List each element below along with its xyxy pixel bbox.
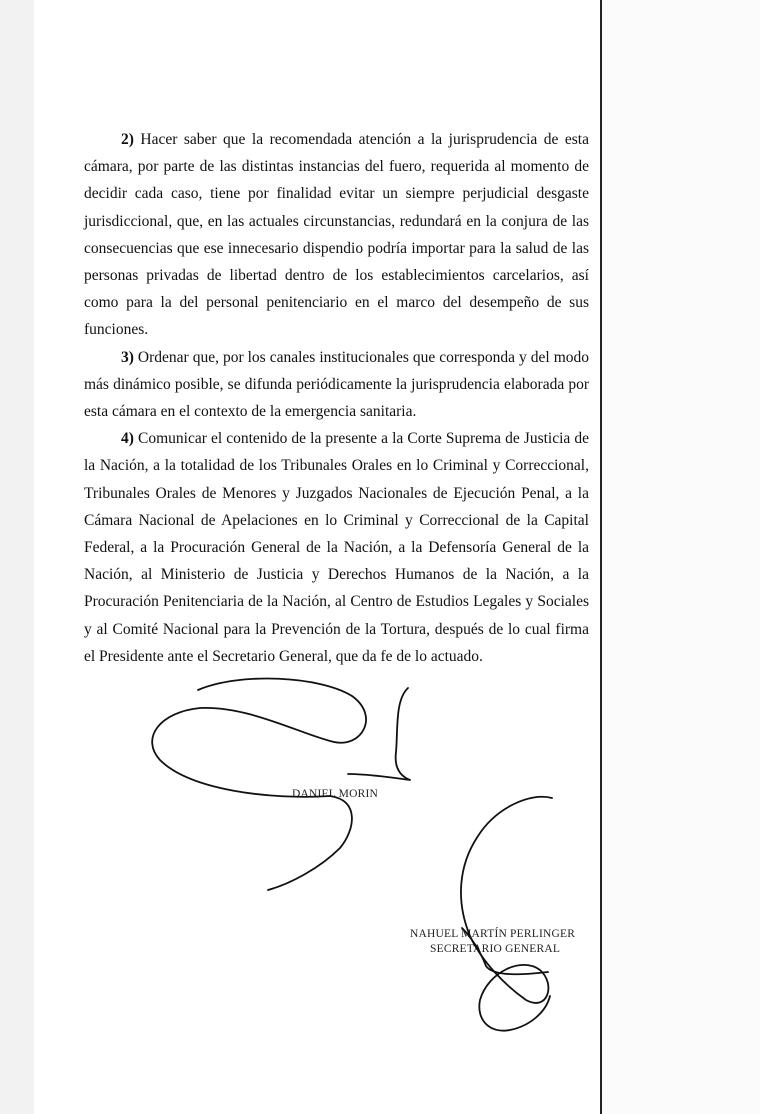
president-signature: [152, 679, 366, 890]
paragraph-text: Comunicar el contenido de la presente a la Corte Suprema de Justicia de la Nación, a la totalidad de los Tribunales Orales en lo Criminal y Correccional, Tribunales Orales de Menores y Juzgados Nacionales de Ejecución Penal, a la Cámara Nacional de Apelaciones en lo Criminal y Correccional de la Capital Federal, a la Procuración General de la Nación, a la Defensoría General de la Nación, al Ministerio de Justicia y Derechos Humanos de la Nación, a la Procuración Penitenciaria de la Nación, al Centro de Estudios Legales y Sociales y al Comité Nacional para la Prevención de la Tortura, después de lo cual firma el Presidente ante el Secretario General, que da fe de lo actuado.: [84, 430, 589, 665]
paragraph-text: Ordenar que, por los canales institucionales que corresponda y del modo más dinámico posible, se difunda periódicamente la jurisprudencia elaborada por esta cámara en el contexto de la emergencia sanitaria.: [84, 348, 589, 421]
paragraph-number: 3): [121, 348, 134, 366]
secretary-title: SECRETARIO GENERAL: [430, 943, 561, 955]
president-name: DANIEL MORIN: [292, 788, 378, 800]
paragraph-number: 2): [121, 131, 134, 148]
secretary-name: NAHUEL MARTÍN PERLINGER: [410, 928, 576, 940]
secretary-signature: [461, 797, 552, 1031]
paragraph-number: 4): [121, 430, 134, 448]
paragraph-text: Hacer saber que la recomendada atención a la jurisprudencia de esta cámara, por parte de las distintas instancias del fuero, requerida al momento de decidir cada caso, tiene por finalidad evitar un siempre perjudicial desgaste jurisdiccional, que, en las actuales circunstancias, redundará en la conjura de las consecuencias que ese innecesario dispendio podría importar para la salud de las personas privadas de libertad dentro de los establecimientos carcelarios, así como para la del personal penitenciario en el marco del desempeño de sus funciones.: [84, 131, 589, 339]
president-signature-stroke: [348, 688, 410, 780]
